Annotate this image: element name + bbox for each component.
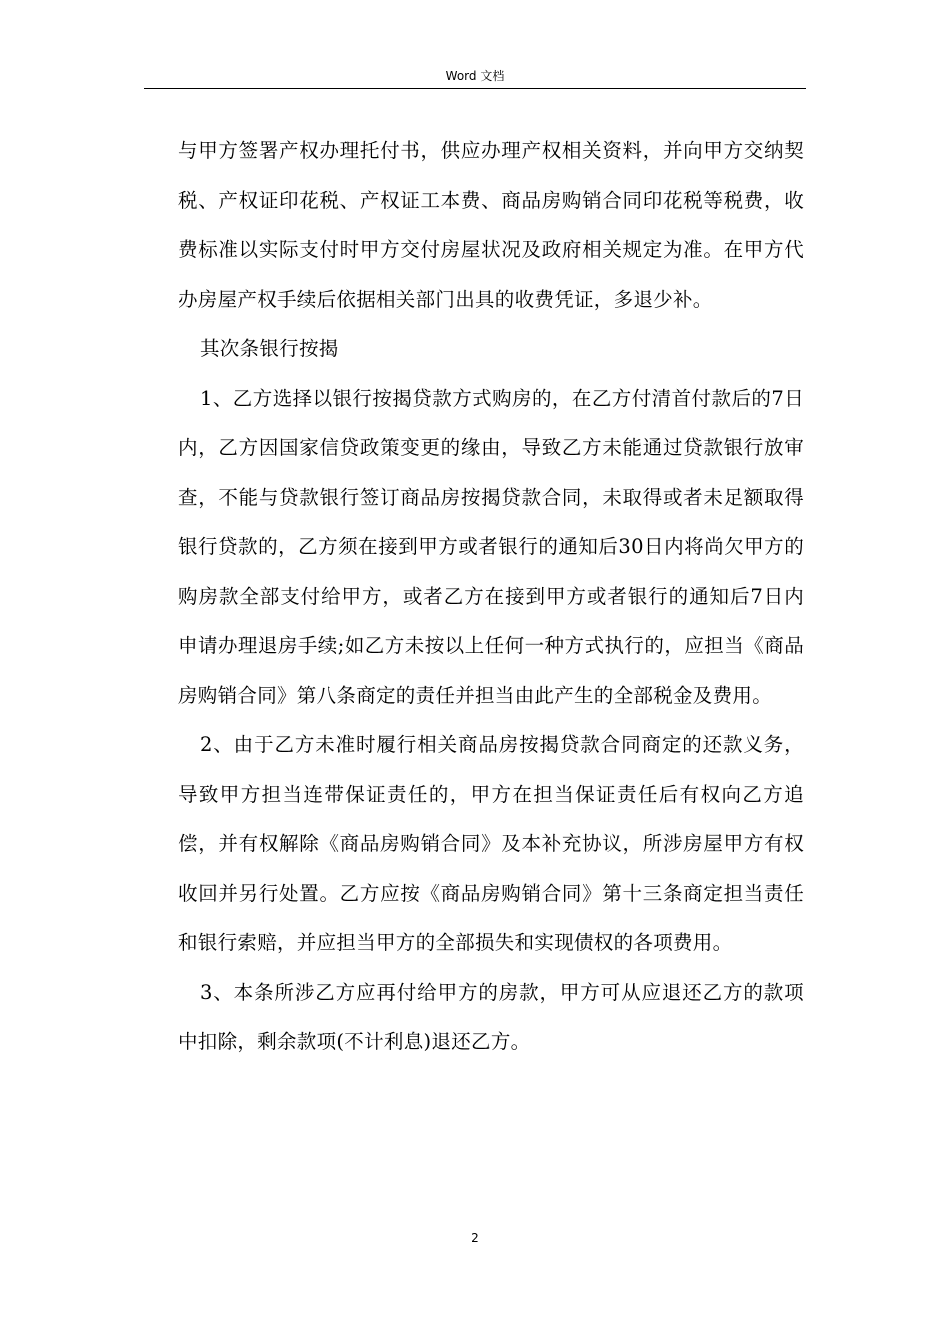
clause-1: 1、乙方选择以银行按揭贷款方式购房的，在乙方付清首付款后的7日内，乙方因国家信贷政策变更的缘由，导致乙方未能通过贷款银行放审查，不能与贷款银行签订商品房按揭贷款合同，未取得或者未足额取得银行贷款的，乙方须在接到甲方或者银行的通知后30日内将尚欠甲方的购房款全部支付给甲方，或者乙方在接到甲方或者银行的通知后7日内申请办理退房手续;如乙方未按以上任何一种方式执行的，应担当《商品房购销合同》第八条商定的责任并担当由此产生的全部税金及费用。 — [178, 386, 804, 707]
page-header: Word 文档 — [144, 66, 806, 89]
section-heading-bank-mortgage: 其次条银行按揭 — [200, 337, 339, 360]
paragraph-tax-fees: 与甲方签署产权办理托付书，供应办理产权相关资料，并向甲方交纳契税、产权证印花税、产权证工本费、商品房购销合同印花税等税费，收费标准以实际支付时甲方交付房屋状况及政府相关规定为准。在甲方代办房屋产权手续后依据相关部门出具的收费凭证，多退少补。 — [178, 139, 804, 311]
clause-3: 3、本条所涉乙方应再付给甲方的房款，甲方可从应退还乙方的款项中扣除，剩余款项(不计利息)退还乙方。 — [178, 980, 804, 1053]
page-number: 2 — [471, 1231, 479, 1245]
document-body — [178, 126, 804, 1067]
clause-2: 2、由于乙方未准时履行相关商品房按揭贷款合同商定的还款义务，导致甲方担当连带保证责任的，甲方在担当保证责任后有权向乙方追偿，并有权解除《商品房购销合同》及本补充协议，所涉房屋甲方有权收回并另行处置。乙方应按《商品房购销合同》第十三条商定担当责任和银行索赔，并应担当甲方的全部损失和实现债权的各项费用。 — [178, 733, 804, 954]
